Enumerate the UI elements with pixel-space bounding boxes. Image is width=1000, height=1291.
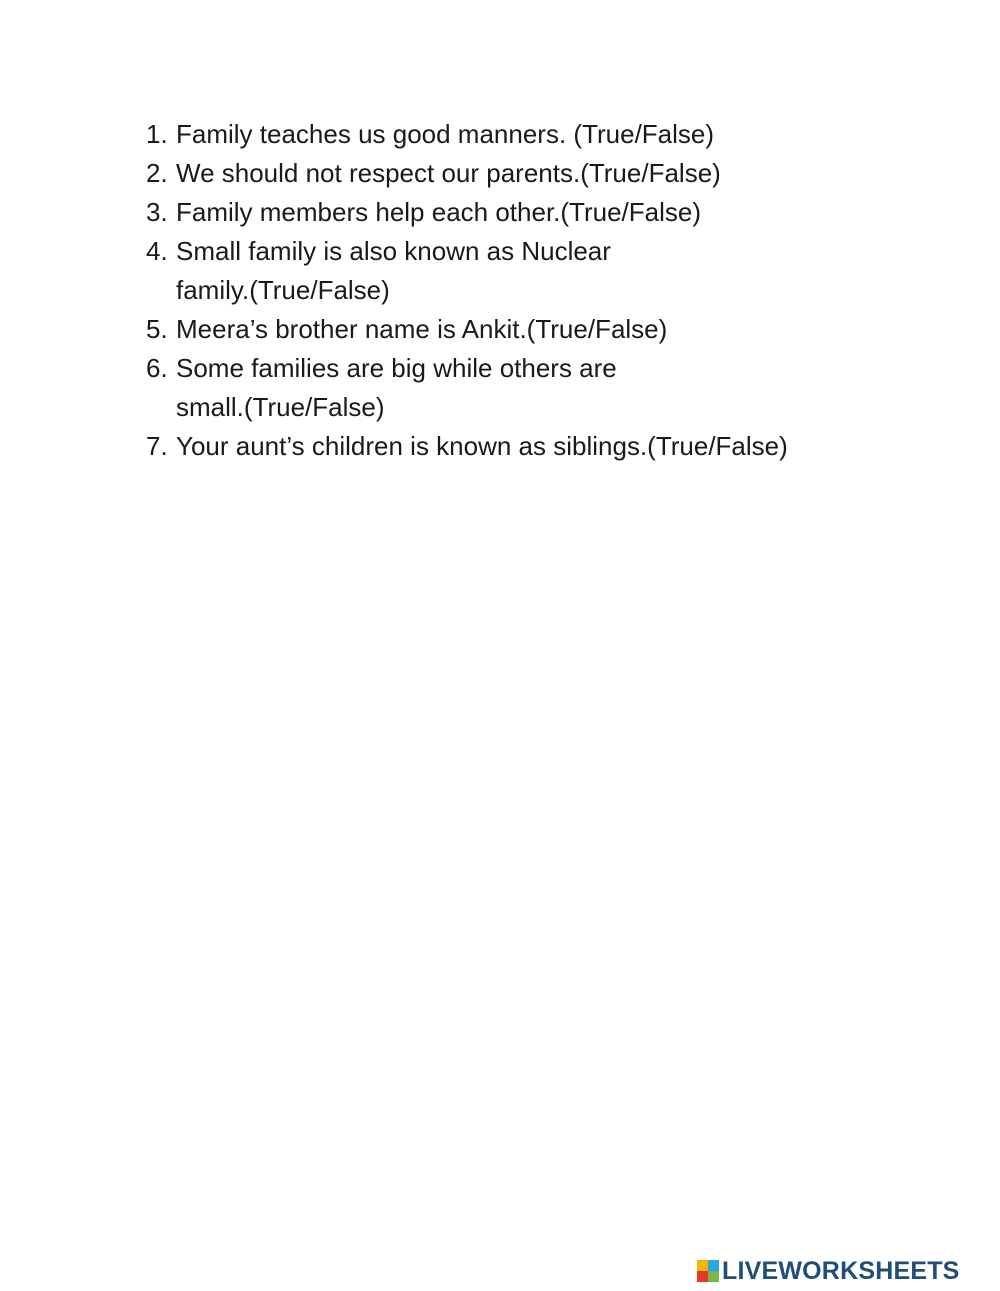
question-text [176, 193, 906, 232]
question-number: 2. [146, 158, 168, 188]
liveworksheets-brand[interactable] [697, 1256, 960, 1286]
liveworksheets-logo-icon [697, 1260, 719, 1282]
question-text [176, 154, 906, 193]
logo-square [697, 1271, 708, 1282]
logo-square [708, 1271, 719, 1282]
question-text-line: Family teaches us good manners. (True/False) [176, 119, 715, 149]
logo-square [708, 1260, 719, 1271]
question-number: 5. [146, 314, 168, 344]
question-item [146, 154, 906, 193]
question-text [176, 349, 906, 427]
question-text-line: Family members help each other.(True/False) [176, 197, 702, 227]
question-item [146, 310, 906, 349]
question-number: 6. [146, 353, 168, 383]
question-text-line: We should not respect our parents.(True/False) [176, 158, 721, 188]
question-text [176, 427, 906, 466]
question-item [146, 349, 906, 427]
question-item [146, 115, 906, 154]
question-number: 3. [146, 197, 168, 227]
question-text [176, 232, 906, 310]
question-text-line: Your aunt’s children is known as siblings.(True/False) [176, 431, 788, 461]
question-text-line: Some families are big while others are [176, 353, 617, 383]
brand-name: LIVEWORKSHEETS [722, 1257, 960, 1285]
question-text [176, 310, 906, 349]
question-list [146, 115, 906, 466]
question-number: 4. [146, 236, 168, 266]
question-text-line: family.(True/False) [176, 275, 390, 305]
question-text-line: Meera’s brother name is Ankit.(True/False) [176, 314, 668, 344]
logo-square [697, 1260, 708, 1271]
question-text-line: small.(True/False) [176, 392, 385, 422]
question-text-line: Small family is also known as Nuclear [176, 236, 611, 266]
question-item [146, 232, 906, 310]
question-number: 1. [146, 119, 168, 149]
question-item [146, 427, 906, 466]
question-item [146, 193, 906, 232]
question-number: 7. [146, 431, 168, 461]
question-text [176, 115, 906, 154]
